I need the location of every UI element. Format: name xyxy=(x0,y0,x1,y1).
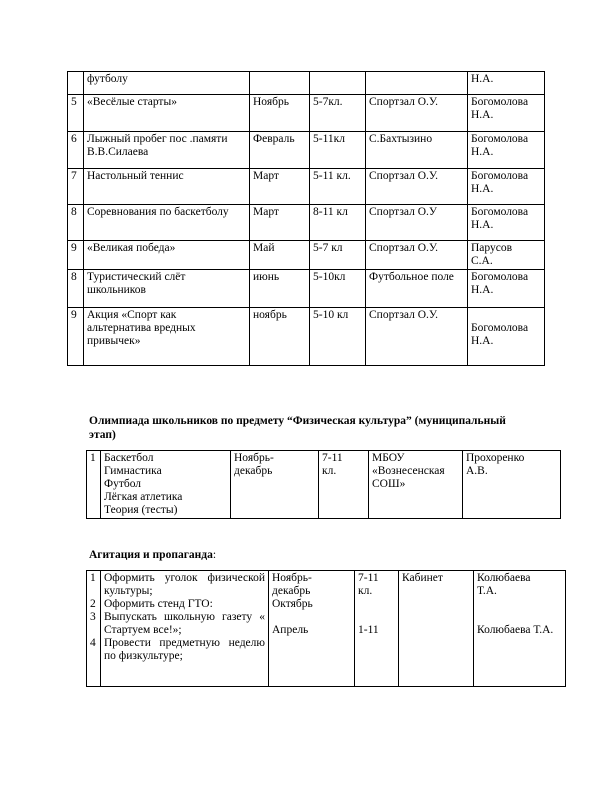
event-name: Настольный теннис xyxy=(84,169,250,205)
agitation-items xyxy=(101,571,269,687)
agitation-item-1: Оформить уголок физической культуры; xyxy=(104,572,265,597)
agitation-item-2: Оформить стенд ГТО: xyxy=(104,598,213,610)
event-grade xyxy=(310,72,366,95)
event-date xyxy=(250,72,310,95)
agitation-grades xyxy=(355,571,399,687)
event-name: Туристический слёт школьников xyxy=(84,270,250,308)
event-grade: 5-7 кл xyxy=(310,241,366,270)
event-row xyxy=(68,132,545,169)
olympiad-num: 1 xyxy=(87,451,101,519)
event-name: Соревнования по баскетболу xyxy=(84,205,250,241)
events-table xyxy=(67,71,545,366)
olympiad-row xyxy=(87,451,561,519)
event-grade: 5-11кл xyxy=(310,132,366,169)
event-date: Май xyxy=(250,241,310,270)
agitation-date-1: Ноябрь- декабрь Октябрь xyxy=(272,572,313,610)
event-responsible: Богомолова Н.А. xyxy=(468,270,545,308)
event-row xyxy=(68,270,545,308)
event-name: Акция «Спорт как альтернатива вредных привычек» xyxy=(84,308,250,366)
agitation-heading-colon: : xyxy=(212,549,217,561)
event-num: 7 xyxy=(68,169,84,205)
event-grade: 8-11 кл xyxy=(310,205,366,241)
event-responsible: Н.А. xyxy=(468,72,545,95)
agitation-date-2: Апрель xyxy=(272,624,309,636)
event-row xyxy=(68,169,545,205)
event-row xyxy=(68,241,545,270)
olympiad-table xyxy=(86,450,561,519)
olympiad-grade: 7-11 кл. xyxy=(319,451,369,519)
olympiad-place: МБОУ «Вознесенская СОШ» xyxy=(369,451,463,519)
event-place: Спортзал О.У xyxy=(366,205,468,241)
event-responsible: Богомолова Н.А. xyxy=(468,205,545,241)
event-row xyxy=(68,95,545,132)
event-num: 9 xyxy=(68,241,84,270)
event-date: Ноябрь xyxy=(250,95,310,132)
agitation-table xyxy=(86,570,566,687)
event-place: С.Бахтызино xyxy=(366,132,468,169)
event-responsible: Богомолова Н.А. xyxy=(468,308,545,366)
olympiad-heading: Олимпиада школьников по предмету “Физическая культура” (муниципальный этап) xyxy=(89,415,506,441)
event-place: Спортзал О.У. xyxy=(366,169,468,205)
agitation-grade-1: 7-11 кл. xyxy=(358,572,379,597)
event-num xyxy=(68,72,84,95)
event-num: 8 xyxy=(68,270,84,308)
event-num: 5 xyxy=(68,95,84,132)
event-date: ноябрь xyxy=(250,308,310,366)
event-place: Спортзал О.У. xyxy=(366,241,468,270)
olympiad-disciplines: Баскетбол Гимнастика Футбол Лёгкая атлетика Теория (тесты) xyxy=(101,451,231,519)
event-date: Февраль xyxy=(250,132,310,169)
event-grade: 5-10 кл xyxy=(310,308,366,366)
agitation-place: Кабинет xyxy=(399,571,474,687)
olympiad-date: Ноябрь- декабрь xyxy=(231,451,319,519)
event-row xyxy=(68,308,545,366)
event-responsible: Богомолова Н.А. xyxy=(468,95,545,132)
event-name: Лыжный пробег пос .памяти В.В.Силаева xyxy=(84,132,250,169)
event-date: Март xyxy=(250,205,310,241)
event-row xyxy=(68,205,545,241)
event-grade: 5-11 кл. xyxy=(310,169,366,205)
agitation-grade-2: 1-11 xyxy=(358,624,379,636)
agitation-row xyxy=(87,571,566,687)
event-date: июнь xyxy=(250,270,310,308)
event-grade: 5-10кл xyxy=(310,270,366,308)
event-name: «Великая победа» xyxy=(84,241,250,270)
agitation-heading xyxy=(89,548,216,562)
event-num: 6 xyxy=(68,132,84,169)
agitation-responsible xyxy=(474,571,566,687)
event-name: футболу xyxy=(84,72,250,95)
agitation-heading-text: Агитация и пропаганда xyxy=(89,549,213,561)
olympiad-responsible: Прохоренко А.В. xyxy=(463,451,561,519)
event-grade: 5-7кл. xyxy=(310,95,366,132)
agitation-resp-2: Колюбаева Т.А. xyxy=(477,624,554,636)
event-responsible: Парусов С.А. xyxy=(468,241,545,270)
event-place: Спортзал О.У. xyxy=(366,95,468,132)
event-name: «Весёлые старты» xyxy=(84,95,250,132)
event-place xyxy=(366,72,468,95)
event-place: Футбольное поле xyxy=(366,270,468,308)
agitation-item-3: Выпускать школьную газету « Стартуем все!»; xyxy=(104,611,265,636)
event-place: Спортзал О.У. xyxy=(366,308,468,366)
event-num: 8 xyxy=(68,205,84,241)
event-responsible: Богомолова Н.А. xyxy=(468,169,545,205)
agitation-resp-1: Колюбаева Т.А. xyxy=(477,572,531,597)
agitation-nums: 1 2 3 4 xyxy=(87,571,101,687)
agitation-item-4: Провести предметную неделю по физкультуре; xyxy=(104,637,265,662)
agitation-dates xyxy=(269,571,355,687)
event-responsible: Богомолова Н.А. xyxy=(468,132,545,169)
event-row xyxy=(68,72,545,95)
event-num: 9 xyxy=(68,308,84,366)
event-date: Март xyxy=(250,169,310,205)
